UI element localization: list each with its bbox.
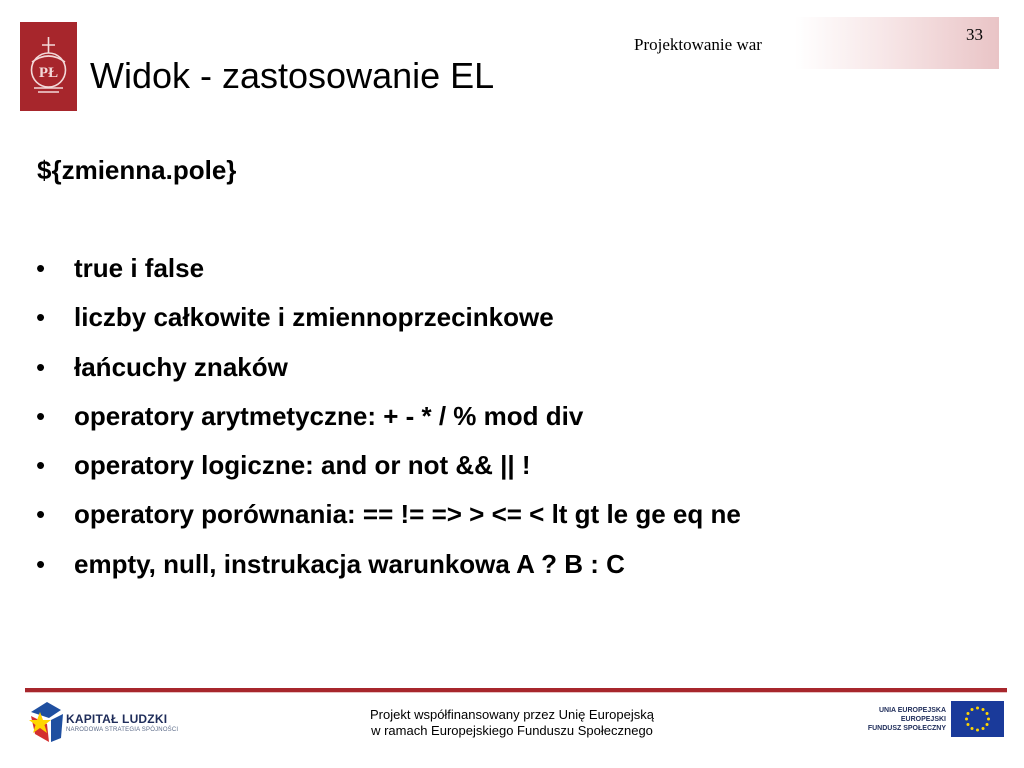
cofinancing-note: [312, 707, 712, 739]
el-syntax-line: ${zmienna.pole}: [37, 155, 237, 185]
university-emblem-icon: [20, 22, 77, 111]
eu-star-icon: [971, 708, 974, 711]
eu-flag-icon: [951, 701, 1004, 737]
cofinancing-line-2: w ramach Europejskiego Funduszu Społecznego: [371, 723, 653, 738]
logo-lettering: PŁ: [38, 65, 59, 81]
kapital-ludzki-subtitle: NARODOWA STRATEGIA SPÓJNOŚCI: [66, 727, 179, 733]
eu-star-icon: [965, 718, 968, 721]
list-item-text: empty, null, instrukacja warunkowa A ? B : C: [74, 548, 625, 579]
list-item-text: łańcuchy znaków: [74, 351, 288, 382]
bullet-icon: •: [36, 400, 46, 431]
bullet-icon: •: [36, 548, 46, 579]
list-item: [36, 401, 741, 450]
eu-star-icon: [966, 723, 969, 726]
slide-number: 33: [966, 25, 983, 44]
eu-star-icon: [986, 723, 989, 726]
bullet-list: [36, 253, 741, 598]
list-item: [36, 499, 741, 548]
list-item: [36, 450, 741, 499]
course-label: Projektowanie war: [634, 35, 762, 54]
eu-star-icon: [966, 712, 969, 715]
eu-star-icon: [987, 718, 990, 721]
list-item-text: operatory porównania: == != => > <= < lt gt le ge eq ne: [74, 499, 741, 530]
eu-star-icon: [982, 727, 985, 730]
eu-star-icon: [982, 708, 985, 711]
list-item: [36, 549, 741, 598]
university-logo: [20, 22, 77, 111]
eu-line-1: UNIA EUROPEJSKA: [878, 707, 946, 714]
list-item-text: true i false: [74, 253, 205, 283]
list-item-text: operatory logiczne: and or not && || !: [74, 450, 531, 481]
bullet-icon: •: [36, 302, 46, 333]
eu-line-3: FUNDUSZ SPOŁECZNY: [867, 725, 946, 732]
slide-title: Widok - zastosowanie EL: [90, 55, 495, 96]
eu-line-2: EUROPEJSKI: [900, 716, 946, 723]
eu-star-icon: [986, 712, 989, 715]
bullet-icon: •: [36, 253, 46, 283]
list-item-text: liczby całkowite i zmiennoprzecinkowe: [74, 302, 554, 333]
list-item: [36, 253, 741, 302]
kapital-ludzki-title: KAPITAŁ LUDZKI: [66, 712, 168, 726]
bullet-icon: •: [36, 351, 46, 382]
list-item-text: operatory arytmetyczne: + - * / % mod div: [74, 400, 584, 431]
footer-divider-light: [25, 692, 1007, 693]
eu-star-icon: [976, 707, 979, 710]
cofinancing-line-1: Projekt współfinansowany przez Unię Europejską: [370, 707, 654, 722]
eu-star-icon: [971, 727, 974, 730]
list-item: [36, 352, 741, 401]
bullet-icon: •: [36, 499, 46, 530]
bullet-icon: •: [36, 450, 46, 481]
list-item: [36, 302, 741, 351]
eu-star-icon: [976, 729, 979, 732]
eu-fund-label: [850, 706, 946, 733]
